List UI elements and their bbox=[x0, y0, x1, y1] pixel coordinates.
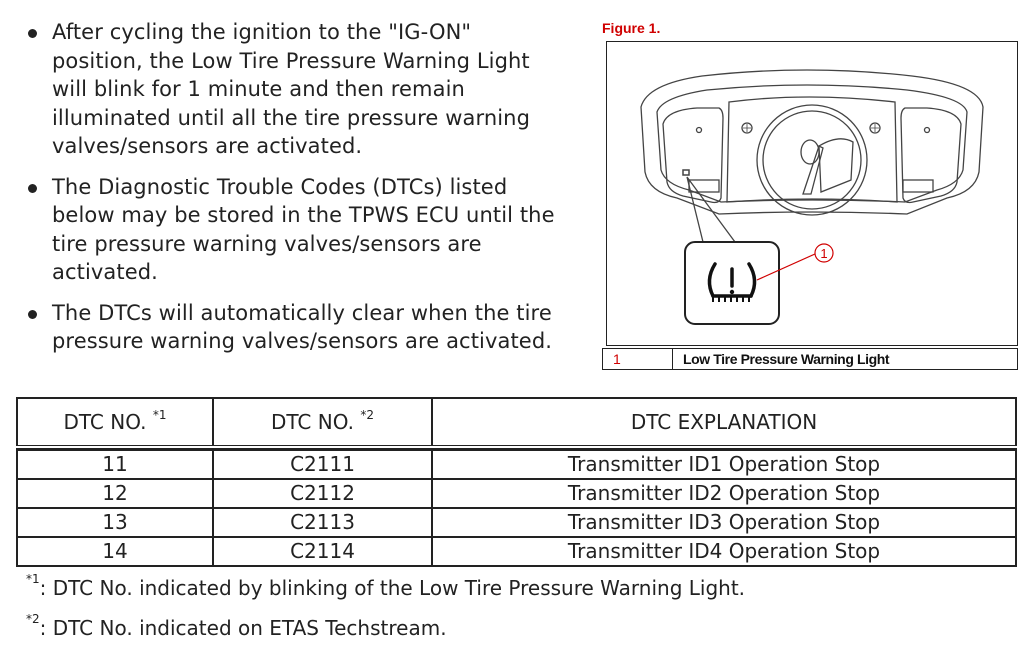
table-cell: C2112 bbox=[213, 479, 432, 508]
table-cell: Transmitter ID1 Operation Stop bbox=[432, 450, 1016, 479]
table-header: DTC EXPLANATION bbox=[432, 398, 1016, 447]
footnote: $^{*2}$: DTC No. indicated on ETAS Techstream. bbox=[26, 612, 447, 640]
table-row bbox=[17, 450, 1016, 479]
table-header: DTC NO. $^{*1}$ bbox=[17, 398, 213, 447]
legend-number: 1 bbox=[603, 349, 673, 369]
table-cell: Transmitter ID4 Operation Stop bbox=[432, 537, 1016, 566]
footnote: $^{*1}$: DTC No. indicated by blinking of the Low Tire Pressure Warning Light. bbox=[26, 572, 746, 600]
table-cell: 12 bbox=[17, 479, 213, 508]
table-row bbox=[17, 479, 1016, 508]
table-row bbox=[17, 508, 1016, 537]
figure-legend bbox=[602, 348, 1018, 370]
table-cell: C2113 bbox=[213, 508, 432, 537]
table-cell: 13 bbox=[17, 508, 213, 537]
bullet-item: The Diagnostic Trouble Codes (DTCs) listed below may be stored in the TPWS ECU until the tire pressure warning valves/sensors are activated. bbox=[26, 173, 556, 287]
legend-text: Low Tire Pressure Warning Light bbox=[683, 351, 890, 367]
table-header-row bbox=[17, 398, 1016, 447]
table-cell: C2114 bbox=[213, 537, 432, 566]
table-cell: 14 bbox=[17, 537, 213, 566]
figure-title: Figure 1. bbox=[602, 20, 661, 36]
bullet-list bbox=[26, 18, 556, 368]
dtc-table bbox=[16, 397, 1017, 567]
table-cell: Transmitter ID3 Operation Stop bbox=[432, 508, 1016, 537]
table-cell: 11 bbox=[17, 450, 213, 479]
table-header: DTC NO. $^{*2}$ bbox=[213, 398, 432, 447]
table-row bbox=[17, 537, 1016, 566]
table-cell: C2111 bbox=[213, 450, 432, 479]
instrument-cluster-figure bbox=[606, 41, 1018, 346]
bullet-item: After cycling the ignition to the "IG-ON" position, the Low Tire Pressure Warning Light will blink for 1 minute and then remain illuminated until all the tire pressure warning valves/sensors are activated. bbox=[26, 18, 556, 161]
table-cell: Transmitter ID2 Operation Stop bbox=[432, 479, 1016, 508]
bullet-item: The DTCs will automatically clear when the tire pressure warning valves/sensors are activated. bbox=[26, 299, 556, 356]
instrument-cluster-drawing bbox=[607, 42, 1017, 345]
callout-number: 1 bbox=[820, 246, 828, 261]
